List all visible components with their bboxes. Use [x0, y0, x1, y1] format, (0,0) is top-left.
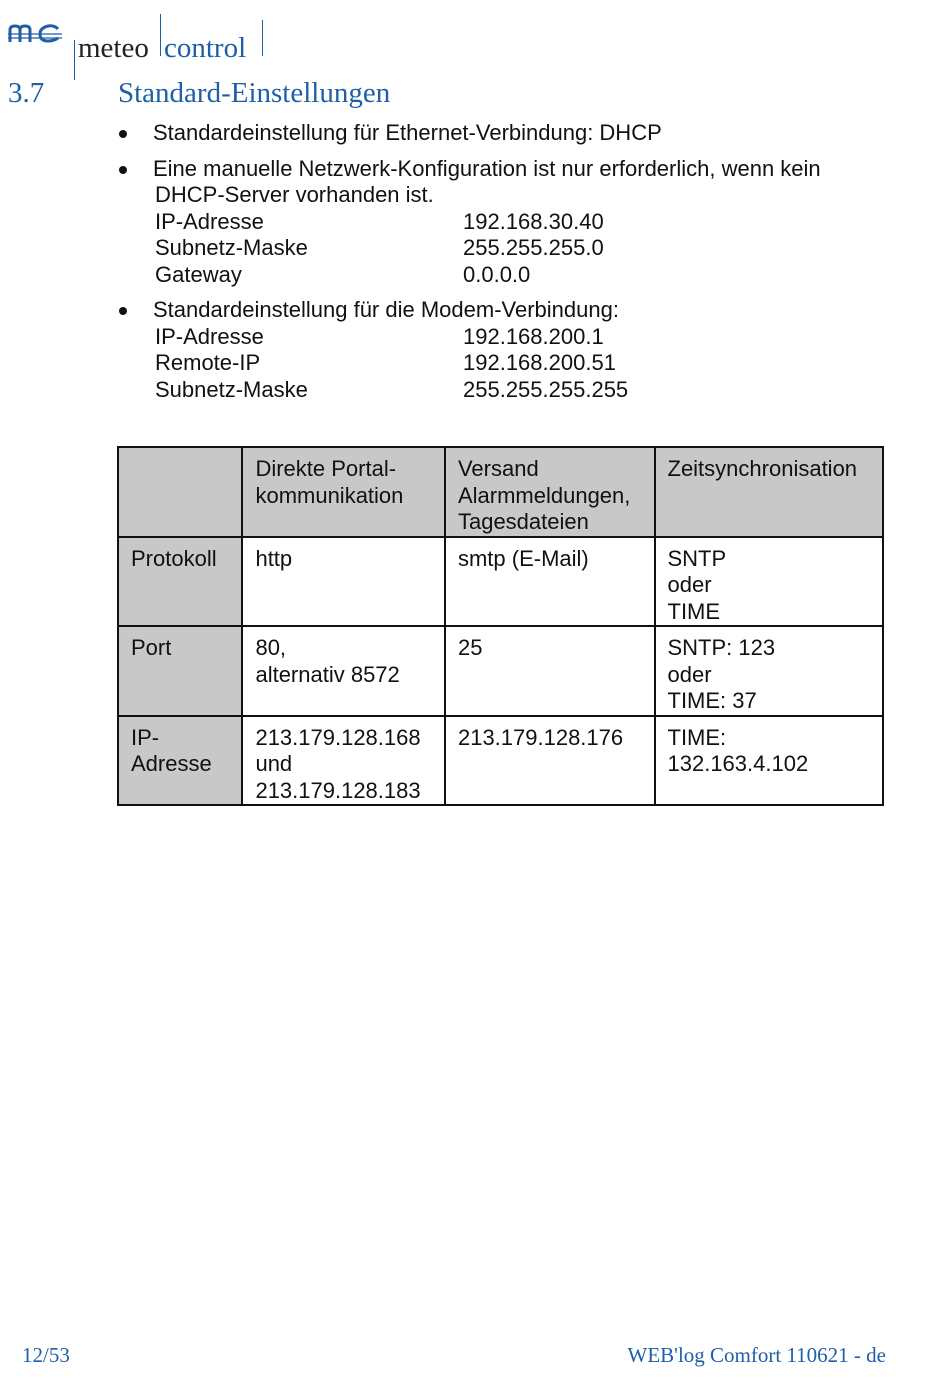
setting-row: [153, 377, 908, 404]
table-cell: [445, 626, 655, 716]
logo-divider: [74, 40, 75, 80]
list-item: [118, 120, 908, 147]
cell-line: oder: [667, 572, 712, 597]
table-cell: [242, 716, 445, 806]
setting-row: [153, 235, 908, 262]
row-label-cell: [118, 626, 242, 716]
cell-line: 132.163.4.102: [667, 751, 809, 776]
table-cell: [242, 626, 445, 716]
setting-key: IP-Adresse: [155, 208, 264, 234]
setting-value: 0.0.0.0: [463, 261, 531, 287]
page-number: 12/53: [22, 1343, 70, 1367]
setting-value: 255.255.255.255: [463, 376, 629, 402]
table-row: [118, 537, 883, 627]
bullet-list: [118, 120, 908, 412]
setting-key: Subnetz-Maske: [155, 376, 308, 402]
table-header-cell: [118, 447, 242, 537]
cell-line: Versand: [457, 456, 539, 481]
cell-line: IP-: [131, 724, 160, 750]
table-header-cell: [655, 447, 884, 537]
cell-line: alternativ 8572: [255, 661, 400, 687]
logo-text-meteo: meteo: [78, 32, 149, 64]
table-header-row: [118, 447, 883, 537]
list-item: [118, 156, 908, 289]
cell-line: TIME: [667, 598, 721, 624]
cell-line: smtp (E-Mail): [457, 545, 589, 571]
bullet-text: Standardeinstellung für die Modem-Verbindung:: [153, 297, 619, 322]
table-row: [118, 716, 883, 806]
setting-value: 192.168.200.51: [463, 350, 616, 375]
bullet-text: Standardeinstellung für Ethernet-Verbindung: DHCP: [153, 120, 662, 145]
bullet-icon: [119, 166, 127, 174]
cell-line: TIME:: [667, 724, 727, 750]
cell-line: SNTP: 123: [667, 635, 776, 660]
setting-row: [153, 209, 908, 236]
setting-key: Gateway: [155, 261, 242, 287]
section-number: 3.7: [8, 77, 45, 109]
row-label-cell: [118, 537, 242, 627]
setting-value: 192.168.200.1: [463, 323, 604, 349]
bullet-icon: [119, 130, 127, 138]
setting-key: Remote-IP: [155, 350, 261, 375]
cell-line: Protokoll: [131, 545, 217, 571]
list-item: [118, 297, 908, 403]
cell-line: 80,: [255, 635, 287, 660]
cell-line: Port: [131, 635, 172, 660]
row-label-cell: [118, 716, 242, 806]
cell-line: Direkte Portal-: [255, 456, 397, 481]
cell-line: oder: [667, 661, 712, 687]
bullet-text: Eine manuelle Netzwerk-Konfiguration ist nur erforderlich, wenn kein: [153, 155, 821, 181]
cell-line: 213.179.128.176: [457, 724, 624, 750]
table-cell: [445, 716, 655, 806]
setting-row: [153, 262, 908, 289]
cell-line: Alarmmeldungen,: [457, 482, 631, 508]
document-id: WEB'log Comfort 110621 - de: [627, 1343, 886, 1367]
cell-line: Zeitsynchronisation: [667, 456, 858, 481]
setting-value: 255.255.255.0: [463, 235, 604, 260]
section-title: Standard-Einstellungen: [118, 77, 391, 109]
setting-key: Subnetz-Maske: [155, 235, 308, 260]
bullet-icon: [119, 307, 127, 315]
logo-divider: [262, 20, 263, 56]
table-row: [118, 626, 883, 716]
table-header-cell: [242, 447, 445, 537]
cell-line: SNTP: [667, 545, 727, 571]
setting-value: 192.168.30.40: [463, 208, 604, 234]
logo-text-control: control: [164, 32, 247, 64]
cell-line: und: [255, 751, 293, 776]
cell-line: Tagesdateien: [457, 509, 589, 534]
table-cell: [242, 537, 445, 627]
cell-line: http: [255, 545, 293, 571]
setting-row: [153, 324, 908, 351]
setting-key: IP-Adresse: [155, 323, 264, 349]
mc-logo-icon: [8, 20, 64, 46]
cell-line: 213.179.128.168: [255, 724, 421, 750]
table-header-cell: [445, 447, 655, 537]
cell-line: 213.179.128.183: [255, 777, 421, 803]
cell-line: 25: [457, 635, 483, 660]
bullet-text-continuation: DHCP-Server vorhanden ist.: [155, 182, 434, 207]
network-settings-table: [117, 446, 884, 806]
setting-row: [153, 350, 908, 377]
table-cell: [655, 626, 884, 716]
table-cell: [655, 716, 884, 806]
table-cell: [445, 537, 655, 627]
cell-line: TIME: 37: [667, 688, 757, 713]
cell-line: Adresse: [131, 751, 212, 776]
table-cell: [655, 537, 884, 627]
logo-divider: [160, 14, 161, 56]
cell-line: kommunikation: [255, 482, 404, 508]
